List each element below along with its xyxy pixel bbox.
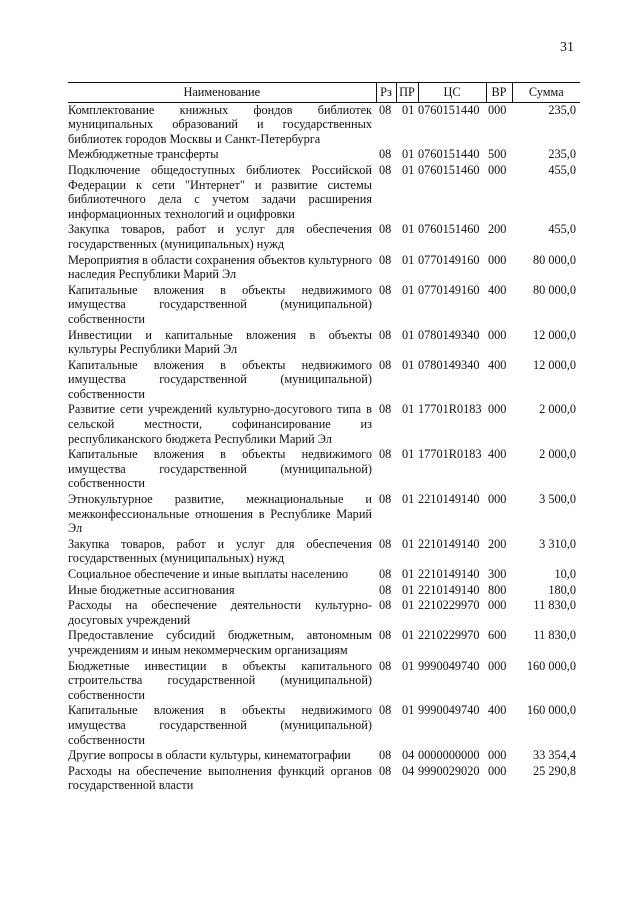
row-cs: 2210149140 — [418, 582, 480, 597]
row-cs: 17701R0183 — [418, 447, 482, 462]
row-pr: 01 — [402, 567, 415, 581]
row-sum: 455,0 — [548, 222, 576, 237]
row-rz: 08 — [379, 252, 392, 267]
row-pr: 01 — [402, 252, 415, 267]
row-sum: 80 000,0 — [532, 252, 576, 267]
header-pr: ПР — [396, 83, 418, 103]
table-row — [68, 328, 580, 358]
row-sum: 11 830,0 — [533, 598, 576, 613]
page-number: 31 — [560, 40, 574, 55]
row-sum: 235,0 — [548, 102, 576, 117]
row-sum: 180,0 — [548, 582, 576, 597]
table-row — [68, 358, 580, 403]
row-vr: 800 — [488, 582, 507, 597]
row-name: Комплектование книжных фондов библиотек муниципальных образований и государственных библиотек городов Москвы и Санкт-Петербурга — [68, 102, 372, 146]
header-rz: Рз — [376, 83, 396, 103]
table-row — [68, 102, 580, 147]
row-pr: 01 — [402, 492, 415, 507]
row-pr: 04 — [402, 763, 415, 778]
row-name: Расходы на обеспечение выполнения функций органов государственной власти — [68, 763, 372, 793]
row-rz: 08 — [379, 658, 392, 673]
row-pr: 01 — [402, 282, 415, 297]
row-sum: 2 000,0 — [539, 402, 576, 417]
table-row — [68, 764, 580, 794]
row-cs: 2210229970 — [418, 598, 480, 613]
row-cs: 0780149340 — [418, 327, 480, 342]
row-name: Расходы на обеспечение деятельности культурно-досуговых учреждений — [68, 598, 372, 627]
row-rz: 08 — [379, 357, 392, 372]
row-name: Иные бюджетные ассигнования — [68, 582, 235, 597]
row-name: Капитальные вложения в объекты недвижимого имущества государственной (муниципальной) собственности — [68, 447, 372, 491]
row-sum: 11 830,0 — [533, 628, 576, 643]
row-cs: 0760151460 — [418, 222, 480, 237]
table-header-row — [68, 83, 580, 103]
row-name: Предоставление субсидий бюджетным, автономным учреждениям и иным некоммерческим организациям — [68, 628, 372, 657]
row-name: Инвестиции и капитальные вложения в объекты культуры Республики Марий Эл — [68, 327, 372, 357]
row-vr: 000 — [488, 658, 507, 673]
row-sum: 3 500,0 — [539, 492, 576, 507]
row-pr: 01 — [402, 598, 415, 613]
row-vr: 400 — [488, 357, 507, 372]
row-rz: 08 — [379, 162, 392, 177]
row-name: Мероприятия в области сохранения объектов культурного наследия Республики Марий Эл — [68, 252, 372, 282]
row-pr: 01 — [402, 402, 415, 417]
row-name: Капитальные вложения в объекты недвижимого имущества государственной (муниципальной) собственности — [68, 357, 372, 401]
header-vr: ВР — [486, 83, 512, 103]
row-vr: 000 — [488, 763, 507, 778]
row-sum: 80 000,0 — [532, 282, 576, 297]
row-rz: 08 — [379, 102, 392, 117]
row-vr: 300 — [488, 567, 507, 581]
row-pr: 01 — [402, 162, 415, 177]
row-pr: 01 — [402, 327, 415, 342]
table-row — [68, 748, 580, 764]
row-rz: 08 — [379, 492, 392, 507]
row-vr: 000 — [488, 748, 507, 763]
header-cs: ЦС — [418, 83, 486, 103]
row-pr: 01 — [402, 536, 415, 551]
row-sum: 12 000,0 — [532, 357, 576, 372]
row-name: Закупка товаров, работ и услуг для обеспечения государственных (муниципальных) нужд — [68, 536, 372, 566]
row-rz: 08 — [379, 703, 392, 718]
row-sum: 3 310,0 — [539, 536, 576, 551]
row-vr: 400 — [488, 703, 507, 718]
row-name: Бюджетные инвестиции в объекты капитального строительства государственной (муниципальной) собственности — [68, 658, 372, 702]
row-sum: 10,0 — [554, 567, 576, 581]
row-cs: 0760151440 — [418, 102, 480, 117]
row-pr: 01 — [402, 222, 415, 237]
row-pr: 01 — [402, 357, 415, 372]
row-name: Подключение общедоступных библиотек Российской Федерации к сети "Интернет" и развитие системы библиотечного дела с учетом задачи расширения информационных технологий и оцифровки — [68, 162, 372, 221]
row-sum: 235,0 — [548, 147, 576, 162]
row-rz: 08 — [379, 628, 392, 643]
row-pr: 01 — [402, 447, 415, 462]
row-vr: 500 — [488, 147, 507, 162]
row-name: Межбюджетные трансферты — [68, 147, 219, 162]
row-pr: 04 — [402, 748, 415, 763]
row-pr: 01 — [402, 628, 415, 643]
row-rz: 08 — [379, 147, 392, 162]
table-row — [68, 402, 580, 447]
row-sum: 160 000,0 — [526, 703, 576, 718]
row-cs: 9990029020 — [418, 763, 480, 778]
row-sum: 33 354,4 — [532, 748, 576, 763]
row-rz: 08 — [379, 598, 392, 613]
row-cs: 0000000000 — [418, 748, 480, 763]
table-row — [68, 492, 580, 537]
row-rz: 08 — [379, 402, 392, 417]
row-cs: 0770149160 — [418, 282, 480, 297]
row-vr: 000 — [488, 102, 507, 117]
row-cs: 0760151460 — [418, 162, 480, 177]
row-cs: 2210229970 — [418, 628, 480, 643]
table-row — [68, 659, 580, 704]
row-vr: 000 — [488, 492, 507, 507]
table-body — [68, 102, 580, 794]
row-vr: 400 — [488, 282, 507, 297]
row-rz: 08 — [379, 582, 392, 597]
row-cs: 9990049740 — [418, 703, 480, 718]
row-rz: 08 — [379, 327, 392, 342]
table-row — [68, 703, 580, 748]
table-row — [68, 583, 580, 599]
row-sum: 12 000,0 — [532, 327, 576, 342]
table-row — [68, 598, 580, 628]
row-pr: 01 — [402, 102, 415, 117]
row-rz: 08 — [379, 536, 392, 551]
row-pr: 01 — [402, 147, 415, 162]
row-vr: 200 — [488, 222, 507, 237]
row-cs: 9990049740 — [418, 658, 480, 673]
table-row — [68, 163, 580, 222]
row-sum: 25 290,8 — [532, 763, 576, 778]
row-cs: 0770149160 — [418, 252, 480, 267]
table-row — [68, 537, 580, 567]
row-vr: 000 — [488, 252, 507, 267]
row-vr: 600 — [488, 628, 507, 643]
row-name: Другие вопросы в области культуры, кинематографии — [68, 748, 351, 763]
row-rz: 08 — [379, 763, 392, 778]
row-cs: 0760151440 — [418, 147, 480, 162]
row-vr: 000 — [488, 327, 507, 342]
row-name: Социальное обеспечение и иные выплаты населению — [68, 567, 349, 581]
header-sum: Сумма — [512, 83, 580, 103]
row-rz: 08 — [379, 748, 392, 763]
header-name: Наименование — [68, 83, 376, 103]
table-row — [68, 628, 580, 658]
row-cs: 2210149140 — [418, 492, 480, 507]
row-vr: 000 — [488, 598, 507, 613]
row-name: Закупка товаров, работ и услуг для обеспечения государственных (муниципальных) нужд — [68, 222, 372, 251]
row-rz: 08 — [379, 222, 392, 237]
row-cs: 0780149340 — [418, 357, 480, 372]
row-sum: 160 000,0 — [526, 658, 576, 673]
row-name: Капитальные вложения в объекты недвижимого имущества государственной (муниципальной) собственности — [68, 282, 372, 326]
row-name: Этнокультурное развитие, межнациональные и межконфессиональные отношения в Республике Марий Эл — [68, 492, 372, 536]
row-cs: 2210149140 — [418, 536, 480, 551]
row-cs: 2210149140 — [418, 567, 480, 581]
table-row — [68, 222, 580, 252]
row-sum: 2 000,0 — [539, 447, 576, 462]
row-pr: 01 — [402, 658, 415, 673]
row-rz: 08 — [379, 567, 392, 581]
table-row — [68, 283, 580, 328]
budget-table — [68, 82, 580, 794]
row-pr: 01 — [402, 582, 415, 597]
row-pr: 01 — [402, 703, 415, 718]
row-vr: 000 — [488, 162, 507, 177]
row-name: Капитальные вложения в объекты недвижимого имущества государственной (муниципальной) собственности — [68, 703, 372, 747]
row-vr: 200 — [488, 536, 507, 551]
table-row — [68, 447, 580, 492]
row-rz: 08 — [379, 282, 392, 297]
table-row — [68, 147, 580, 163]
row-vr: 400 — [488, 447, 507, 462]
row-vr: 000 — [488, 402, 507, 417]
row-name: Развитие сети учреждений культурно-досугового типа в сельской местности, софинансирование из республиканского бюджета Республики Марий Эл — [68, 402, 372, 446]
table-row — [68, 253, 580, 283]
row-sum: 455,0 — [548, 162, 576, 177]
table-row — [68, 567, 580, 583]
row-rz: 08 — [379, 447, 392, 462]
row-cs: 17701R0183 — [418, 402, 482, 417]
